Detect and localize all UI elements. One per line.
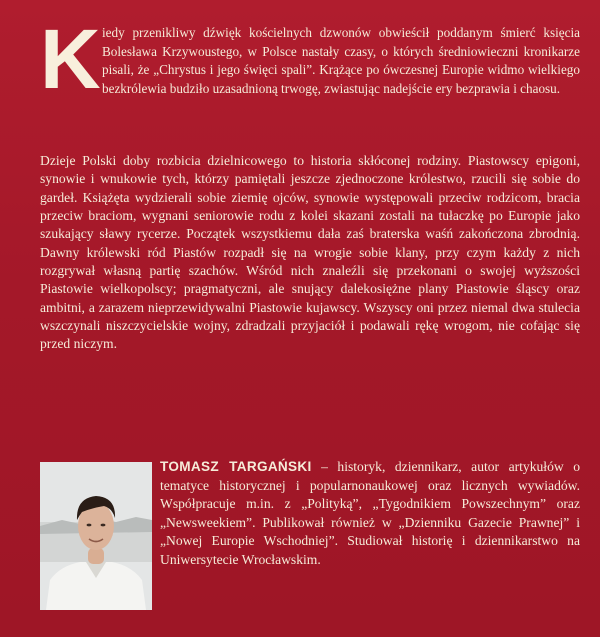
intro-text: iedy przenikliwy dźwięk kościelnych dzwonów obwieścił poddanym śmierć księcia Bolesława Krzywoustego, w Polsce nastały czasy, o których średniowieczni kronikarze pisali, że „Chrystus i jego święci spali”. Krążące po ówczesnej Europie widmo wielkiego bezkrólewia budziło uzasadnioną trwogę, zwiastując nadejście ery bezprawia i chaosu. (102, 25, 580, 96)
intro-paragraph (40, 12, 580, 106)
author-bio-text: – historyk, dziennikarz, autor artykułów o tematyce historycznej i popularnonaukowej oraz licznych wywiadów. Współpracuje m.in. z „Polityką”, „Tygodnikiem Powszechnym” oraz „Newsweekiem”. Publikował również w „Dzienniku Gazecie Prawnej” i „Nowej Europie Wschodniej”. Studiował historię i dziennikarstwo na Uniwersytecie Wrocławskim. (160, 459, 580, 567)
blurb-paragraph: Dzieje Polski doby rozbicia dzielnicowego to historia skłóconej rodziny. Piastowscy epigoni, synowie i wnukowie tych, którzy pamiętali jeszcze zjednoczone królestwo, rzucili się sobie do gardeł. Książęta wydzierali sobie ziemię ojców, synowie występowali przeciw rodzicom, bracia przeciw braciom, wygnani seniorowie rodu z kolei skazani zostali na tułaczkę po Europie jako szukający sławy rycerze. Początek wszystkiemu dała zaś braterska waśń zakończona zbrodnią. Dawny królewski ród Piastów rozpadł się na wrogie sobie klany, przy czym każdy z nich rozgrywał własną partię szachów. Wśród nich znaleźli się przekonani o swojej wyższości Piastowie wielkopolscy; pragmatyczni, ale snujący dalekosiężne plany Piastowie śląscy oraz ambitni, a zarazem nieprzewidywalni Piastowie kujawscy. Wszyscy oni przez niemal dwa stulecia wszczynali niszczycielskie wojny, zdradzali przyjaciół i podawali rękę wrogom, nie cofając się przed niczym. (40, 153, 580, 352)
drop-cap: K (40, 12, 101, 106)
author-portrait-image (40, 462, 152, 610)
author-photo (40, 462, 152, 610)
author-name: TOMASZ TARGAŃSKI (160, 459, 312, 474)
author-bio (160, 458, 580, 569)
